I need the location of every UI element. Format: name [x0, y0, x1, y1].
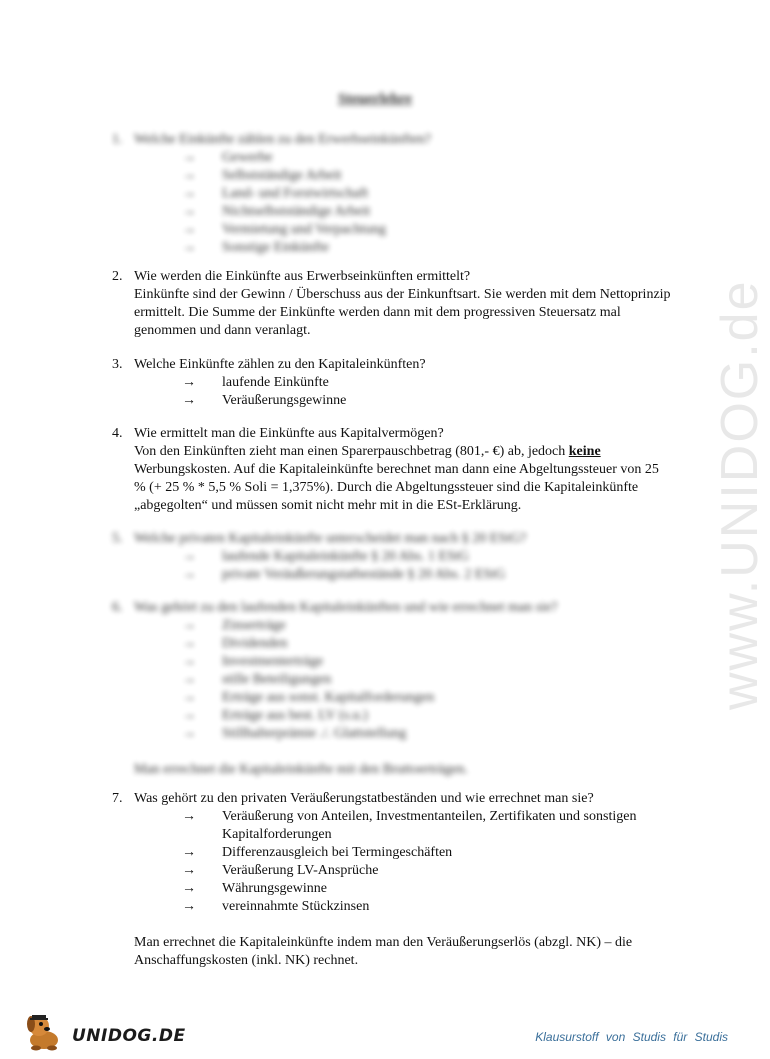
list-item-text: Veräußerung LV-Ansprüche [222, 863, 379, 878]
answer-text: Man errechnet die Kapitaleinkünfte indem man den Veräußerungserlös (abzgl. NK) – die Anschaffungskosten (inkl. NK) rechnet. [134, 935, 633, 968]
list-item [112, 167, 672, 185]
list-item-text: Differenzausgleich bei Termingeschäften [222, 845, 453, 860]
answer-list [112, 617, 672, 743]
answer-text [134, 443, 672, 515]
answer-text: Man errechnet die Kapitaleinkünfte mit den Bruttoerträgen. [134, 762, 468, 777]
list-item [112, 149, 672, 167]
list-item [112, 617, 672, 635]
arrow-right-icon: → [182, 168, 196, 183]
list-item-text: Erträge aus best. LV (s.u.) [222, 708, 368, 723]
question-text: Was gehört zu den privaten Veräußerungstatbeständen und wie errechnet man sie? [134, 791, 594, 806]
list-item [112, 635, 672, 653]
list-item [112, 880, 672, 898]
arrow-right-icon: → [182, 636, 196, 651]
list-item [112, 862, 672, 880]
question-text: Welche Einkünfte zählen zu den Kapitaleinkünften? [134, 357, 426, 372]
arrow-right-icon: → [182, 549, 196, 564]
arrow-right-icon: → [182, 726, 196, 741]
list-item [112, 203, 672, 221]
arrow-right-icon: → [182, 845, 196, 860]
list-item-text: Veräußerung von Anteilen, Investmentanteilen, Zertifikaten und sonstigen Kapitalforderungen [222, 809, 637, 842]
answer-text-emphasis: keine [568, 444, 601, 459]
list-item-text: laufende Einkünfte [222, 375, 329, 390]
question-text: Welche Einkünfte zählen zu den Erwerbseinkünften? [134, 132, 432, 147]
list-item [112, 689, 672, 707]
dog-mascot-icon [22, 1012, 68, 1052]
list-item-text: Stillhalterprämie ./. Glattstellung [222, 726, 407, 741]
arrow-right-icon: → [182, 222, 196, 237]
list-item-text: Investmenterträge [222, 654, 324, 669]
list-item [112, 898, 672, 916]
question-7 [112, 790, 672, 970]
question-number: 7. [112, 791, 123, 806]
question-text: Welche privaten Kapitaleinkünfte unterscheidet man nach § 20 EStG? [134, 531, 527, 546]
list-item [112, 808, 672, 844]
list-item-text: Zinserträge [222, 618, 286, 633]
page-title: Steuerlehre [338, 91, 412, 107]
question-6 [112, 599, 672, 779]
answer-text-pre: Von den Einkünften zieht man einen Sparerpauschbetrag (801,- €) ab, jedoch [134, 444, 569, 459]
arrow-right-icon: → [182, 881, 196, 896]
arrow-right-icon: → [182, 863, 196, 878]
unidog-logo [22, 1012, 186, 1052]
list-item-text: Land- und Forstwirtschaft [222, 186, 369, 201]
list-item [112, 844, 672, 862]
arrow-right-icon: → [182, 708, 196, 723]
answer-list [112, 374, 672, 410]
list-item-text: stille Beteiligungen [222, 672, 332, 687]
list-item [112, 707, 672, 725]
question-number: 5. [112, 531, 123, 546]
question-2 [112, 268, 672, 340]
list-item-text: Erträge aus sonst. Kapitalforderungen [222, 690, 435, 705]
answer-list [112, 149, 672, 257]
question-number: 6. [112, 600, 123, 615]
arrow-right-icon: → [182, 204, 196, 219]
list-item-text: Sonstige Einkünfte [222, 240, 329, 255]
list-item [112, 653, 672, 671]
question-text: Was gehört zu den laufenden Kapitaleinkünften und wie errechnet man sie? [134, 600, 558, 615]
list-item-text: Vermietung und Verpachtung [222, 222, 386, 237]
list-item [112, 566, 672, 584]
question-number: 1. [112, 132, 123, 147]
arrow-right-icon: → [182, 809, 196, 824]
question-4 [112, 425, 672, 515]
question-number: 4. [112, 426, 123, 441]
arrow-right-icon: → [182, 240, 196, 255]
logo-text: UNIDOG.DE [72, 1026, 186, 1046]
arrow-right-icon: → [182, 150, 196, 165]
list-item-text: Dividenden [222, 636, 288, 651]
question-text: Wie werden die Einkünfte aus Erwerbseinkünften ermittelt? [134, 269, 471, 284]
arrow-right-icon: → [182, 690, 196, 705]
answer-list [112, 548, 672, 584]
list-item [112, 392, 672, 410]
arrow-right-icon: → [182, 899, 196, 914]
arrow-right-icon: → [182, 654, 196, 669]
question-3 [112, 356, 672, 410]
arrow-right-icon: → [182, 393, 196, 408]
footer-slogan: Klausurstoff von Studis für Studis [535, 1030, 728, 1044]
list-item [112, 671, 672, 689]
list-item-text: Gewerbe [222, 150, 273, 165]
arrow-right-icon: → [182, 672, 196, 687]
arrow-right-icon: → [182, 375, 196, 390]
answer-list [112, 808, 672, 916]
list-item [112, 185, 672, 203]
question-5 [112, 530, 672, 584]
list-item-text: Selbstständige Arbeit [222, 168, 342, 183]
question-number: 3. [112, 357, 123, 372]
list-item [112, 374, 672, 392]
list-item [112, 221, 672, 239]
list-item-text: laufende Kapitaleinkünfte § 20 Abs. 1 EStG [222, 549, 469, 564]
list-item-text: Währungsgewinne [222, 881, 327, 896]
question-1 [112, 131, 672, 257]
answer-text: Einkünfte sind der Gewinn / Überschuss aus der Einkunftsart. Sie werden mit dem Nettoprinzip ermittelt. Die Summe der Einkünfte werden dann mit dem progressiven Steuersatz mal genommen und dann veranlagt. [134, 287, 671, 338]
list-item-text: Nichtselbstständige Arbeit [222, 204, 371, 219]
arrow-right-icon: → [182, 186, 196, 201]
answer-text-post: Werbungskosten. Auf die Kapitaleinkünfte berechnet man dann eine Abgeltungssteuer von 25 % (+ 25 % * 5,5 % Soli = 1,375%). Durch die Abgeltungssteuer sind die Kapitaleinkünfte „abgegolten“ und müssen somit nicht mehr mit in die ESt-Erklärung. [134, 462, 659, 513]
list-item [112, 239, 672, 257]
list-item-text: vereinnahmte Stückzinsen [222, 899, 370, 914]
question-text: Wie ermittelt man die Einkünfte aus Kapitalvermögen? [134, 426, 444, 441]
arrow-right-icon: → [182, 567, 196, 582]
list-item [112, 548, 672, 566]
arrow-right-icon: → [182, 618, 196, 633]
list-item [112, 725, 672, 743]
list-item-text: Veräußerungsgewinne [222, 393, 347, 408]
question-number: 2. [112, 269, 123, 284]
watermark: www.UNIDOG.de [711, 279, 769, 710]
list-item-text: private Veräußerungstatbestände § 20 Abs. 2 EStG [222, 567, 506, 582]
